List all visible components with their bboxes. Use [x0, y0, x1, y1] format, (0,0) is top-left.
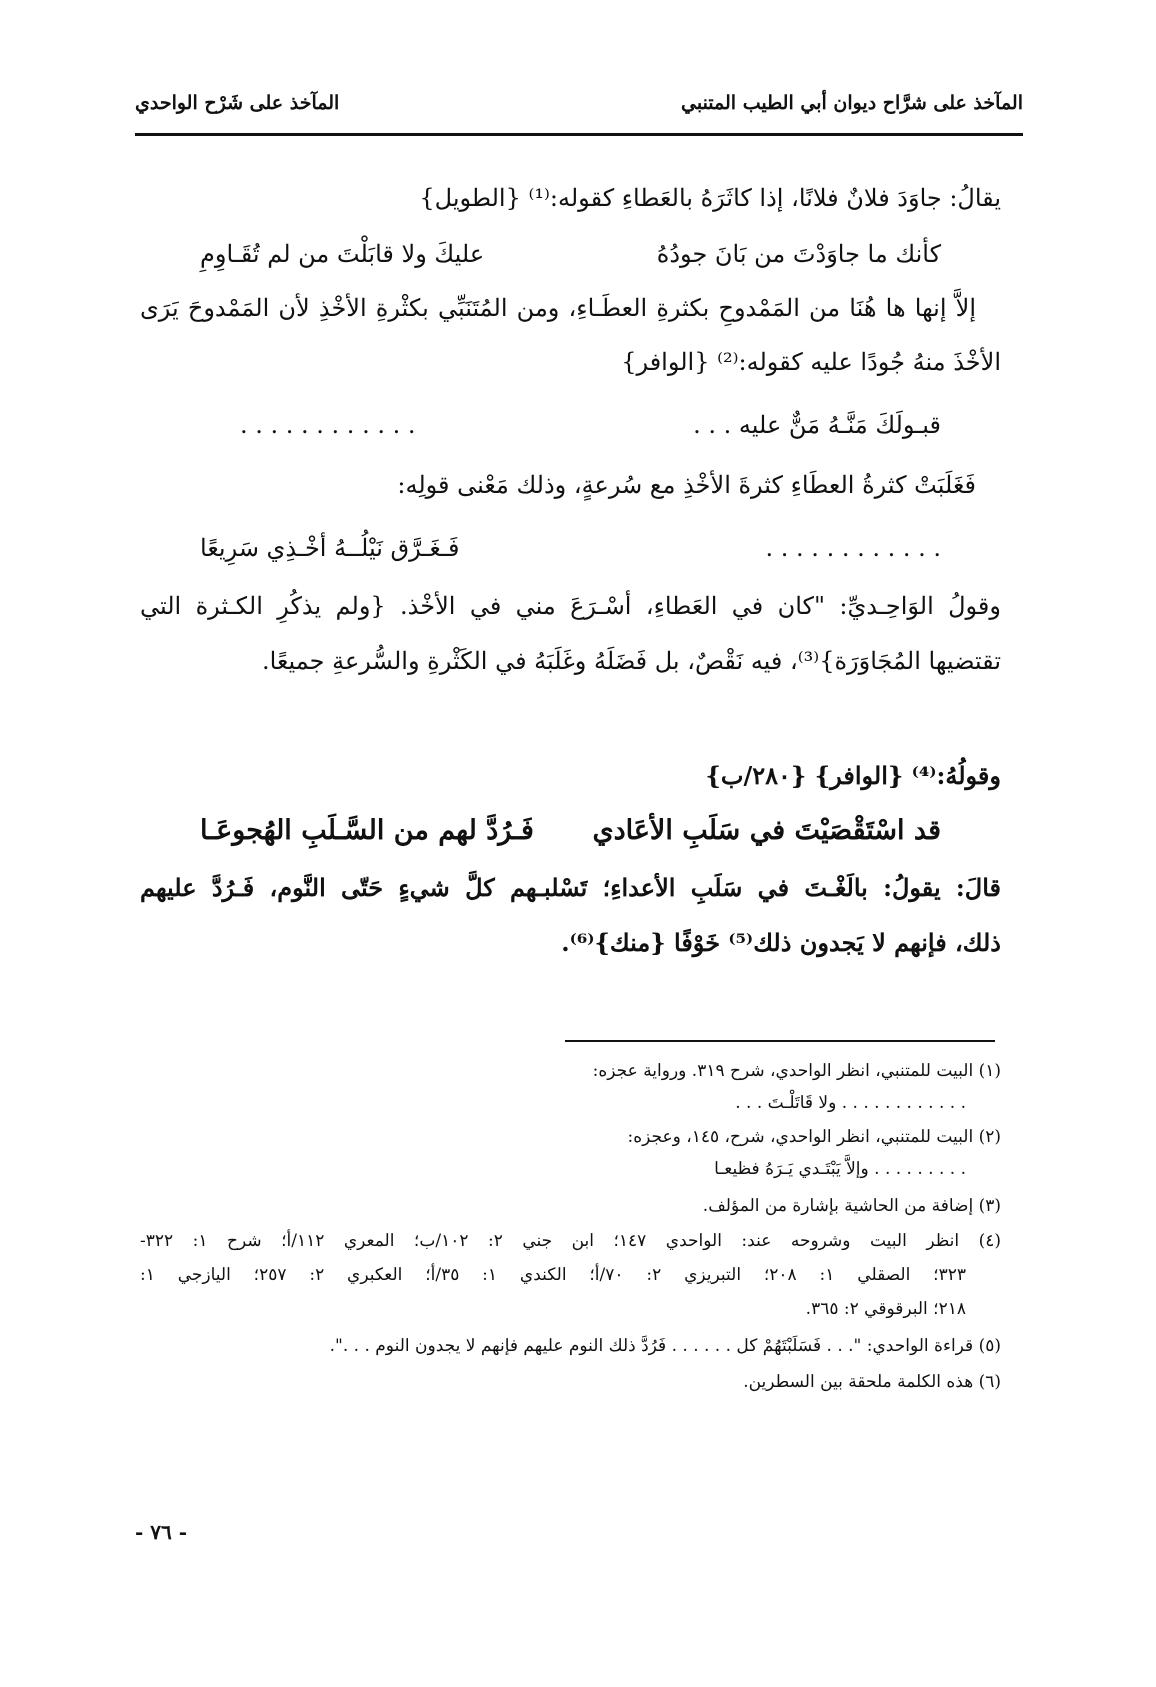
footnote-4-line-2: ٣٢٣؛ الصقلي ١: ٢٠٨؛ التبريزي ٢: ٧٠/أ؛ الكندي ١: ٣٥/أ؛ العكبري ٢: ٢٥٧؛ اليازجي ١:	[140, 1265, 966, 1285]
verse-4-second-hemistich: فَـرُدَّ لهم من السَّـلَبِ الهُجوعَـا	[200, 815, 534, 846]
verse-2-first-hemistich: قبـولَكَ مَنَّـهُ مَنٌّ عليه . . .	[693, 411, 941, 439]
header-book-title: المآخذ على شرَّاح ديوان أبي الطيب المتنبي	[681, 92, 1023, 114]
header-chapter-title: المآخذ على شَرْح الواحدي	[135, 92, 340, 114]
page-number: - ٧٦ -	[135, 1520, 188, 1544]
footnote-2: (٢) البيت للمتنبي، انظر الواحدي، شرح، ١٤٥، وعجزه:	[627, 1127, 1001, 1147]
section-heading: وقولُهُ:⁽⁴⁾ {الوافر} {٢٨٠/ب}	[705, 761, 1001, 790]
footnote-1-verse: . . . . . . . . . . . . ولا قَاتَلْـتَ . . .	[735, 1093, 966, 1113]
footnote-6: (٦) هذه الكلمة ملحقة بين السطرين.	[743, 1372, 1001, 1392]
body-line-8: قالَ: يقولُ: بالَغْـتَ في سَلَبِ الأعداءِ؛ تَسْلبـهم كلَّ شيءٍ حَتّى النَّوم، فَـرُدَّ عليهم	[140, 873, 1001, 902]
footnote-3: (٣) إضافة من الحاشية بإشارة من المؤلف.	[702, 1196, 1001, 1216]
verse-3-second-hemistich: فَـغَـرَّق نَيْلُــهُ أخْـذِي سَرِيعًا	[200, 534, 460, 562]
verse-2-second-hemistich: . . . . . . . . . . . .	[240, 411, 416, 439]
body-line-1: يقالُ: جاوَدَ فلانٌ فلانًا، إذا كاثَرَهُ بالعَطاءِ كقوله:⁽¹⁾ {الطويل}	[419, 184, 1001, 212]
body-line-6: تقتضيها المُجَاوَرَة}⁽³⁾، فيه نَقْصٌ، بل فَضَلَهُ وغَلَبَهُ في الكَثْرةِ والسُّرعةِ جميعًا.	[262, 647, 1001, 675]
verse-1-second-hemistich: عليكَ ولا قابَلْتَ من لم تُقَـاوِمِ	[200, 240, 485, 268]
footnote-4-line-1: (٤) انظر البيت وشروحه عند: الواحدي ١٤٧؛ ابن جني ٢: ١٠٢/ب؛ المعري ١١٢/أ؛ شرح ١: ٣٢٢-	[140, 1231, 1001, 1251]
footnote-2-verse: . . . . . . . . . وإلاَّ يَبْتَـدي يَـرَهُ فظيعـا	[714, 1159, 966, 1179]
verse-1-first-hemistich: كأنك ما جاوَدْتَ من بَانَ جودُهُ	[656, 240, 941, 268]
verse-4-first-hemistich: قد اسْتَقْصَيْتَ في سَلَبِ الأعَادي	[592, 815, 941, 846]
body-line-2: إلاَّ إنها ها هُنَا من المَمْدوحِ بكثرةِ العطَـاءِ، ومن المُتَنَبِّي بكثْرةِ الأخْذِ لأن المَمْدوحَ يَرَى	[140, 294, 976, 322]
footnote-separator	[565, 1040, 995, 1042]
body-line-4: فَغَلَبَتْ كثرةُ العطَاءِ كثرةَ الأخْذِ مع سُرعةٍ، وذلك مَعْنى قولِه:	[397, 471, 976, 499]
header-rule	[135, 133, 1023, 136]
verse-3-first-hemistich-dots: . . . . . . . . . . . .	[765, 534, 941, 562]
body-line-5: وقولُ الوَاحِـديِّ: "كان في العَطاءِ، أسْـرَعَ مني في الأخْذ. {ولم يذكُرِ الكـثرة التي	[140, 592, 1001, 620]
body-line-9: ذلك، فإنهم لا يَجدون ذلك⁽⁵⁾ خَوْفًا {منك}⁽⁶⁾.	[561, 928, 1001, 957]
footnote-1: (١) البيت للمتنبي، انظر الواحدي، شرح ٣١٩. ورواية عجزه:	[592, 1061, 1001, 1081]
footnote-4-line-3: ٢١٨؛ البرقوقي ٢: ٣٦٥.	[805, 1299, 966, 1319]
footnote-5: (٥) قراءة الواحدي: ". . . فَسَلَبْتَهُمْ كل . . . . . . فَرُدَّ ذلك النوم عليهم فإنهم لا يجدون النوم . . .".	[329, 1336, 1001, 1356]
body-line-3: الأخْذَ منهُ جُودًا عليه كقوله:⁽²⁾ {الوافر}	[621, 348, 1001, 376]
running-header	[135, 92, 1023, 132]
